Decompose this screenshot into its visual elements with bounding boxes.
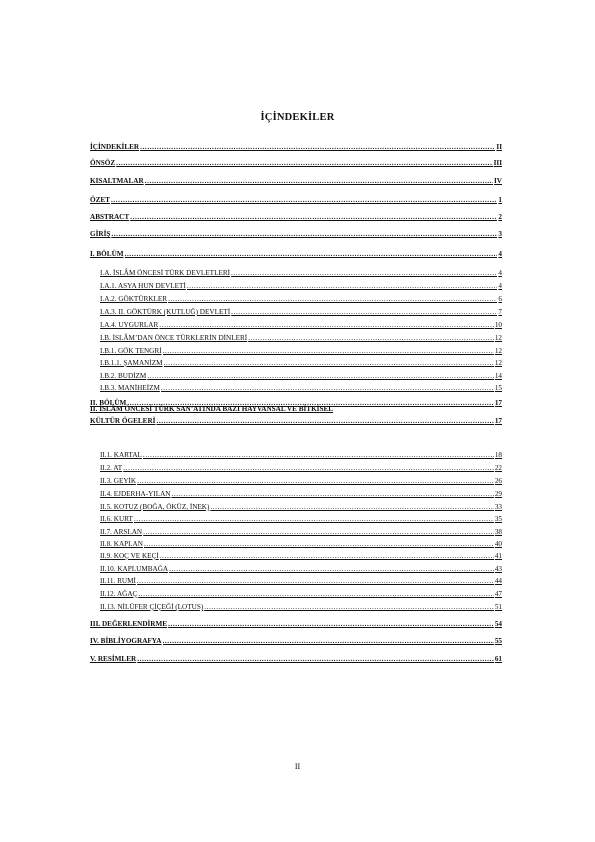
dot-leader <box>134 514 494 525</box>
toc-entry[interactable] <box>100 527 502 538</box>
toc-entry-page: 47 <box>494 590 502 598</box>
page-title: İÇİNDEKİLER <box>260 112 335 123</box>
dot-leader <box>143 450 494 461</box>
toc-entry[interactable] <box>100 450 502 461</box>
toc-entry[interactable] <box>100 320 502 331</box>
toc-entry-label: II.3. GEYİK <box>100 477 137 485</box>
dot-leader <box>156 416 493 427</box>
toc-entry[interactable] <box>100 489 502 500</box>
toc-entry-page: 12 <box>494 334 502 342</box>
toc-entry-label: KÜLTÜR ÖGELERİ <box>90 417 156 425</box>
toc-entry-label: I.A.4. UYGURLAR <box>100 321 159 329</box>
toc-entry[interactable] <box>100 346 502 357</box>
toc-entry-label: I.B.3. MANİHEİZM <box>100 384 160 392</box>
toc-entry-label: I.A. İSLÂM ÖNCESİ TÜRK DEVLETLERİ <box>100 269 231 277</box>
toc-entry[interactable] <box>100 576 502 587</box>
toc-entry[interactable] <box>90 636 502 647</box>
dot-leader <box>231 307 497 318</box>
toc-entry-label: GİRİŞ <box>90 230 111 238</box>
toc-entry-page: 44 <box>494 577 502 585</box>
toc-entry-label: I.B. İSLÂM’DAN ÖNCE TÜRKLERİN DİNLERİ <box>100 334 248 342</box>
toc-entry-label: ÖZET <box>90 196 110 204</box>
toc-entry-page: 55 <box>494 637 502 645</box>
toc-entry-page: 12 <box>494 359 502 367</box>
toc-entry[interactable] <box>100 358 502 369</box>
toc-entry-page: 61 <box>494 655 502 663</box>
toc-entry-page: 38 <box>494 528 502 536</box>
toc-entry-page: 54 <box>494 620 502 628</box>
toc-entry[interactable] <box>90 195 502 206</box>
toc-entry[interactable] <box>100 502 502 513</box>
dot-leader <box>160 551 494 562</box>
toc-entry[interactable] <box>100 268 502 279</box>
toc-entry[interactable] <box>90 229 502 240</box>
toc-entry-label: II.13. NİLÜFER ÇİÇEĞİ (LOTUS) <box>100 603 204 611</box>
dot-leader <box>137 654 494 665</box>
toc-entry[interactable] <box>100 589 502 600</box>
toc-entry-page: II <box>496 143 502 151</box>
dot-leader <box>159 320 494 331</box>
toc-entry-page: 15 <box>494 384 502 392</box>
dot-leader <box>169 564 494 575</box>
dot-leader <box>144 539 494 550</box>
toc-entry-label: I.B.1.1. ŞAMANİZM <box>100 359 163 367</box>
page-number: II <box>294 762 301 771</box>
toc-entry-label: I.A.2. GÖKTÜRKLER <box>100 295 168 303</box>
toc-entry-page: 33 <box>494 503 502 511</box>
toc-entry-page: 4 <box>498 282 502 290</box>
toc-entry[interactable] <box>100 307 502 318</box>
dot-leader <box>147 371 493 382</box>
toc-entry-label: I.A.3. II. GÖKTÜRK (KUTLUĞ) DEVLETİ <box>100 308 231 316</box>
dot-leader <box>210 502 493 513</box>
toc-entry-page: 51 <box>494 603 502 611</box>
toc-entry[interactable] <box>100 602 502 613</box>
toc-entry-page: 1 <box>498 196 502 204</box>
toc-entry[interactable] <box>100 333 502 344</box>
toc-entry-page: 43 <box>494 565 502 573</box>
toc-entry[interactable] <box>100 514 502 525</box>
toc-entry[interactable] <box>90 619 502 630</box>
dot-leader <box>168 619 494 630</box>
toc-entry[interactable] <box>100 371 502 382</box>
dot-leader <box>231 268 497 279</box>
toc-entry-label: I.B.2. BUDİZM <box>100 372 147 380</box>
toc-entry-label: II.8. KAPLAN <box>100 540 143 548</box>
toc-entry-page: 3 <box>498 230 502 238</box>
dot-leader <box>163 636 494 647</box>
dot-leader <box>161 383 494 394</box>
toc-entry-page: 29 <box>494 490 502 498</box>
toc-entry-page: 17 <box>494 417 502 425</box>
toc-entry[interactable] <box>90 249 502 260</box>
toc-entry-label: ABSTRACT <box>90 213 130 221</box>
toc-entry-page: 4 <box>498 250 502 258</box>
toc-entry-page: 14 <box>494 372 502 380</box>
toc-entry[interactable] <box>100 564 502 575</box>
dot-leader <box>137 576 494 587</box>
toc-entry-page: 12 <box>494 347 502 355</box>
toc-entry-page: 4 <box>498 269 502 277</box>
toc-entry-page: 7 <box>498 308 502 316</box>
dot-leader <box>143 527 494 538</box>
toc-entry-page: 10 <box>494 321 502 329</box>
toc-entry[interactable] <box>100 551 502 562</box>
toc-entry-page: 41 <box>494 552 502 560</box>
toc-entry-label-line1[interactable]: II. İSLÂM ÖNCESİ TÜRK SAN’ATINDA BAZI HAYVANSAL VE BİTKİSEL <box>90 405 334 413</box>
dot-leader <box>145 176 493 187</box>
dot-leader <box>164 358 494 369</box>
dot-leader <box>168 294 497 305</box>
toc-entry[interactable] <box>100 476 502 487</box>
dot-leader <box>111 195 497 206</box>
dot-leader <box>140 142 495 153</box>
dot-leader <box>130 212 497 223</box>
toc-entry-page: 35 <box>494 515 502 523</box>
toc-entry-page: 17 <box>494 399 502 407</box>
toc-entry-label: II.11. RUMİ <box>100 577 136 585</box>
dot-leader <box>116 158 492 169</box>
toc-entry[interactable] <box>100 539 502 550</box>
toc-entry[interactable] <box>100 463 502 474</box>
toc-entry-label: II.10. KAPLUMBAĞA <box>100 565 169 573</box>
toc-entry[interactable] <box>90 176 502 187</box>
dot-leader <box>163 346 494 357</box>
toc-entry-label: II.9. KOÇ VE KEÇİ <box>100 552 159 560</box>
toc-entry-label: I.A.1. ASYA HUN DEVLETİ <box>100 282 186 290</box>
toc-entry-page: 2 <box>498 213 502 221</box>
toc-entry[interactable] <box>90 416 502 427</box>
toc-entry-page: IV <box>494 177 502 185</box>
toc-entry-label: I. BÖLÜM <box>90 250 124 258</box>
toc-entry-label: IV. BİBLİYOGRAFYA <box>90 637 162 645</box>
toc-entry-label: II.6. KURT <box>100 515 133 523</box>
toc-entry-label: V. RESİMLER <box>90 655 137 663</box>
toc-entry[interactable] <box>100 281 502 292</box>
toc-entry-label: KISALTMALAR <box>90 177 144 185</box>
toc-entry-label: II. BÖLÜM <box>90 399 127 407</box>
toc-entry-label: II.4. EJDERHA-YILAN <box>100 490 171 498</box>
toc-entry-label: III. DEĞERLENDİRME <box>90 620 168 628</box>
dot-leader <box>125 249 498 260</box>
toc-entry-page: 6 <box>498 295 502 303</box>
toc-entry[interactable] <box>90 654 502 665</box>
toc-entry-page: 22 <box>494 464 502 472</box>
toc-entry-label: II.5. KOTUZ (BOĞA, ÖKÜZ, İNEK) <box>100 503 210 511</box>
toc-entry-page: 18 <box>494 451 502 459</box>
toc-entry-label: II.7. ARSLAN <box>100 528 143 536</box>
toc-entry-label: I.B.1. GÖK TENGRİ <box>100 347 162 355</box>
dot-leader <box>187 281 498 292</box>
toc-entry[interactable] <box>100 383 502 394</box>
toc-entry-label: İÇİNDEKİLER <box>90 143 140 151</box>
toc-entry[interactable] <box>100 294 502 305</box>
toc-entry[interactable] <box>90 142 502 153</box>
toc-entry-page: 26 <box>494 477 502 485</box>
toc-entry-page: 40 <box>494 540 502 548</box>
dot-leader <box>111 229 497 240</box>
dot-leader <box>137 476 494 487</box>
dot-leader <box>138 589 493 600</box>
toc-entry[interactable] <box>90 158 502 169</box>
toc-entry-page: III <box>493 159 502 167</box>
toc-entry-label: ÖNSÖZ <box>90 159 116 167</box>
toc-entry[interactable] <box>90 212 502 223</box>
dot-leader <box>204 602 494 613</box>
dot-leader <box>248 333 494 344</box>
toc-entry-label: II.1. KARTAL <box>100 451 142 459</box>
dot-leader <box>123 463 494 474</box>
toc-entry-label: II.12. AĞAÇ <box>100 590 138 598</box>
toc-entry-label: II.2. AT <box>100 464 123 472</box>
dot-leader <box>171 489 493 500</box>
